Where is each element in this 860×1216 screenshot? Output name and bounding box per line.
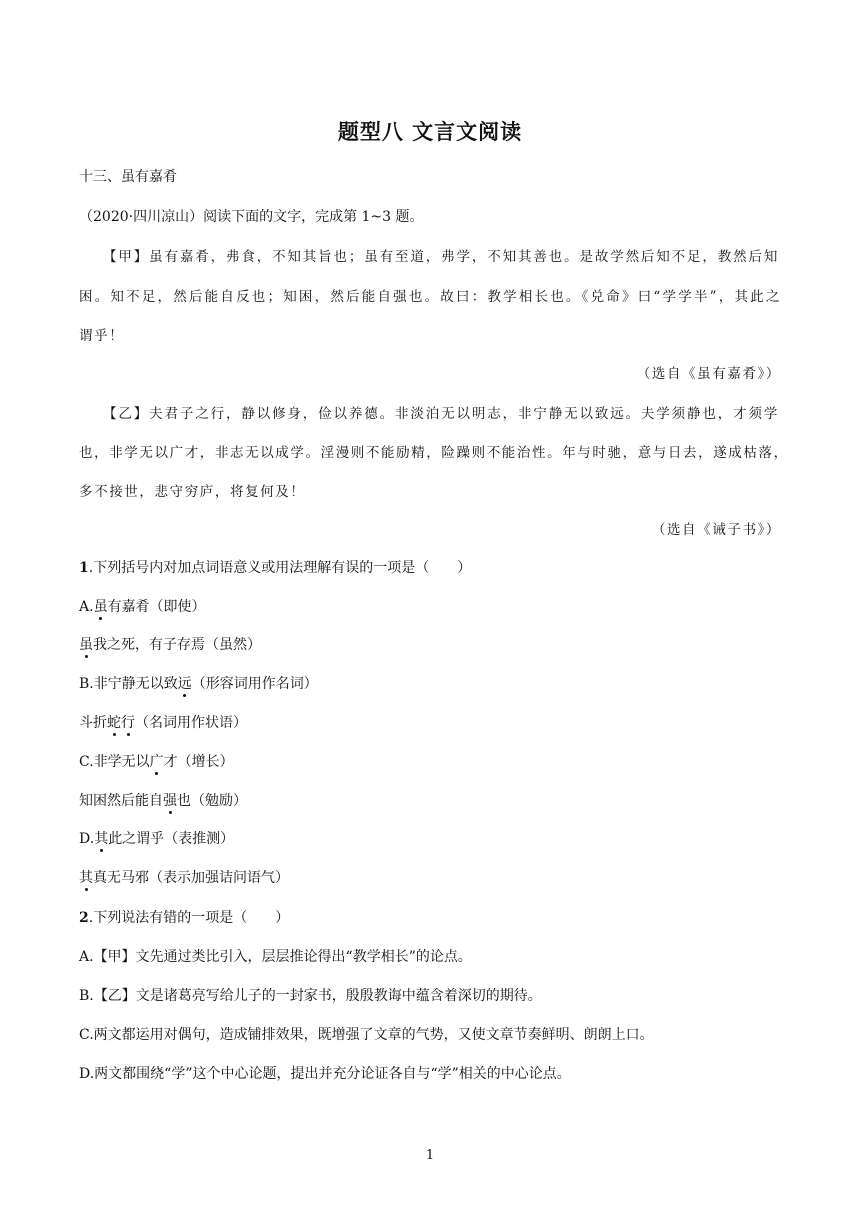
q1-option-c-line-2 bbox=[79, 790, 247, 810]
q1-b2-dotted-word-2: 行 bbox=[121, 715, 135, 731]
question-1-number: 1 bbox=[79, 560, 89, 576]
q1-a1-dotted-word: 虽 bbox=[93, 599, 108, 615]
passage-a-line-3: 谓乎！ bbox=[79, 328, 125, 344]
q1-a1-suffix: 有嘉肴（即使） bbox=[107, 599, 206, 615]
passage-a-line-1: 【甲】虽有嘉肴，弗食，不知其旨也；虽有至道，弗学，不知其善也。是故学然后知不足，教然后知 bbox=[103, 249, 779, 265]
q1-a2-dotted-word: 虽 bbox=[79, 637, 93, 653]
q1-a1-prefix: A. bbox=[79, 599, 94, 615]
passage-b-line-2: 也，非学无以广才，非志无以成学。淫漫则不能励精，险躁则不能治性。年与时驰，意与日去，遂成枯落， bbox=[79, 445, 789, 461]
q2-option-d: D.两文都围绕“学”这个中心论题，提出并充分论证各自与“学”相关的中心论点。 bbox=[79, 1066, 571, 1082]
question-2-number: 2 bbox=[79, 910, 89, 926]
passage-a-line-2: 困。知不足，然后能自反也；知困，然后能自强也。故曰：教学相长也。《兑命》曰“学学半”，其此之 bbox=[79, 289, 781, 305]
q1-b1-prefix: B.非宁静无以致 bbox=[79, 676, 178, 692]
passage-b-line-3: 多不接世，悲守穷庐，将复何及！ bbox=[79, 484, 306, 500]
page-number: 1 bbox=[425, 1148, 435, 1163]
q1-c2-prefix: 知困然后能自 bbox=[79, 793, 163, 809]
q1-d2-suffix: 真无马邪（表示加强诘问语气） bbox=[93, 870, 289, 886]
q1-option-d-line-2 bbox=[79, 867, 289, 887]
q1-d1-suffix: 此之谓乎（表推测） bbox=[108, 831, 235, 847]
question-1-text: .下列括号内对加点词语意义或用法理解有误的一项是（ ） bbox=[88, 560, 472, 576]
q1-d2-dotted-word: 其 bbox=[79, 870, 93, 886]
passage-b-source: （选自《诫子书》） bbox=[651, 522, 781, 538]
intro-text: （2020·四川凉山）阅读下面的文字，完成第 1~3 题。 bbox=[79, 209, 424, 225]
question-2-text: .下列说法有错的一项是（ ） bbox=[88, 910, 290, 926]
q1-c2-dotted-word: 强 bbox=[163, 793, 177, 809]
q1-option-d-line-1 bbox=[79, 828, 234, 848]
q2-option-c: C.两文都运用对偶句，造成铺排效果，既增强了文章的气势，又使文章节奏鲜明、朗朗上口。 bbox=[79, 1027, 654, 1043]
q1-b1-dotted-word: 远 bbox=[177, 676, 192, 692]
q1-option-a-line-1 bbox=[79, 596, 206, 616]
q1-a2-suffix: 我之死，有子存焉（虽然） bbox=[93, 637, 261, 653]
q1-option-b-line-2 bbox=[79, 712, 247, 732]
q1-b1-suffix: （形容词用作名词） bbox=[191, 676, 318, 692]
question-2-stem bbox=[79, 907, 289, 927]
q2-option-a: A.【甲】文先通过类比引入，层层推论得出“教学相长”的论点。 bbox=[79, 949, 472, 965]
q1-b2-prefix: 斗折 bbox=[79, 715, 107, 731]
q1-c1-suffix: 才（增长） bbox=[163, 754, 234, 770]
q1-d1-dotted-word: 其 bbox=[94, 831, 109, 847]
q2-option-b: B.【乙】文是诸葛亮写给儿子的一封家书，殷殷教诲中蕴含着深切的期待。 bbox=[79, 988, 542, 1004]
q1-option-a-line-2 bbox=[79, 634, 261, 654]
q1-c1-prefix: C.非学无以 bbox=[79, 754, 150, 770]
passage-b-line-1: 【乙】夫君子之行，静以修身，俭以养德。非淡泊无以明志，非宁静无以致远。夫学须静也，才须学 bbox=[103, 406, 779, 422]
q1-b2-suffix: （名词用作状语） bbox=[135, 715, 247, 731]
section-heading: 十三、虽有嘉肴 bbox=[79, 169, 177, 185]
q1-option-b-line-1 bbox=[79, 673, 318, 693]
q1-c1-dotted-word: 广 bbox=[149, 754, 164, 770]
q1-d1-prefix: D. bbox=[79, 831, 95, 847]
q1-c2-suffix: 也（勉励） bbox=[177, 793, 247, 809]
question-1-stem bbox=[79, 557, 471, 577]
q1-option-c-line-1 bbox=[79, 751, 234, 771]
page-title: 题型八 文言文阅读 bbox=[337, 120, 523, 144]
passage-a-source: （选自《虽有嘉肴》） bbox=[636, 366, 781, 382]
q1-b2-dotted-word-1: 蛇 bbox=[107, 715, 121, 731]
